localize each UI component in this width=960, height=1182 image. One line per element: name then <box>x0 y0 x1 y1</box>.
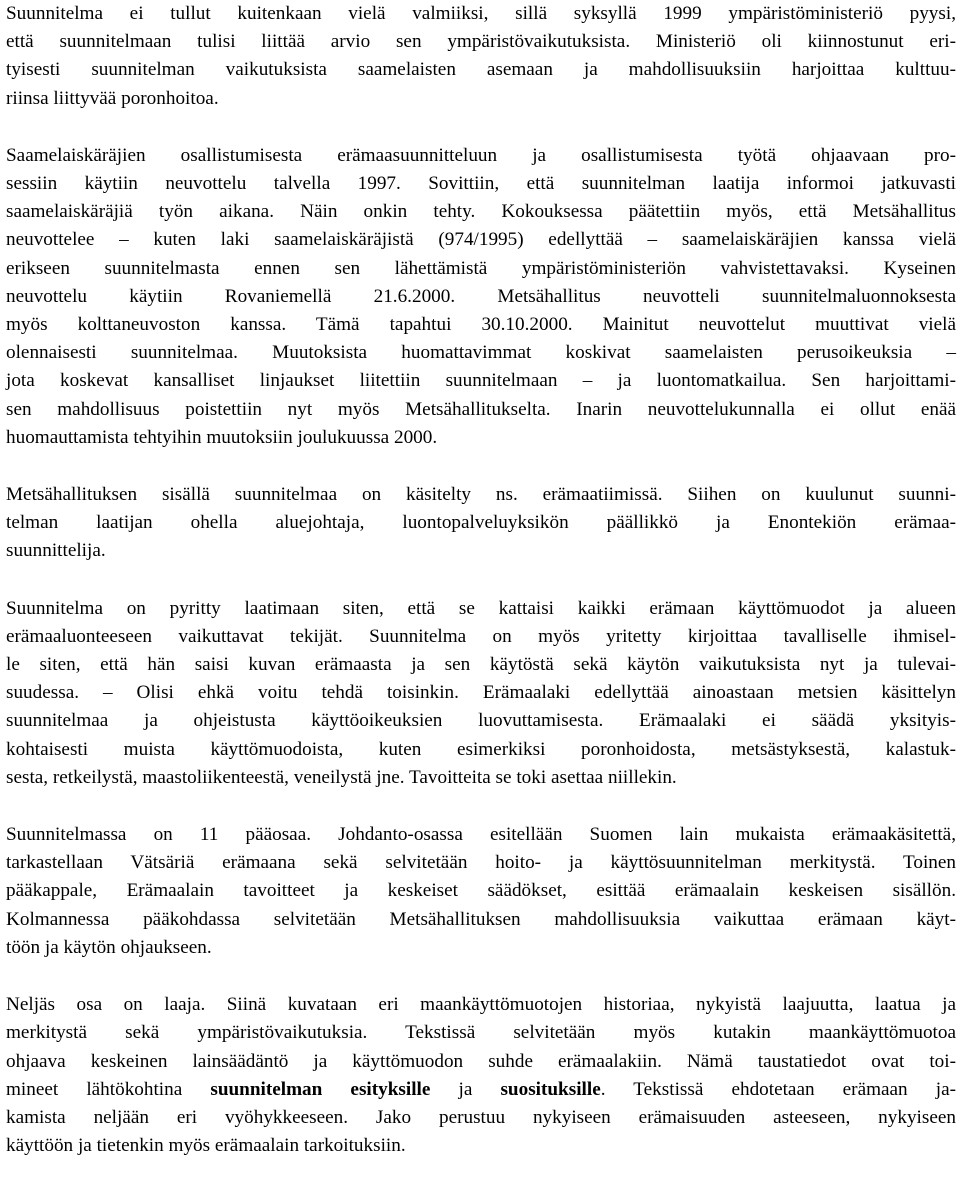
inline-text: ja <box>430 1078 501 1100</box>
text-line: pääkappale, Erämaalain tavoitteet ja keskeiset säädökset, esittää erämaalain keskeisen sisällön. <box>6 880 956 902</box>
text-line: sen mahdollisuus poistettiin nyt myös Metsähallitukselta. Inarin neuvottelukunnalla ei ollut enää <box>6 398 956 420</box>
paragraph-5 <box>0 821 960 962</box>
text-line: suunnittelija. <box>6 540 106 562</box>
text-line: riinsa liittyvää poronhoitoa. <box>6 87 219 109</box>
paragraph-2 <box>0 142 960 452</box>
text-line: Kolmannessa pääkohdassa selvitetään Metsähallituksen mahdollisuuksia vaikuttaa erämaan käyt- <box>6 908 956 930</box>
text-line: Suunnitelma ei tullut kuitenkaan vielä valmiiksi, sillä syksyllä 1999 ympäristöministeriö pyysi, <box>6 3 956 24</box>
text-line: Saamelaiskäräjien osallistumisesta erämaasuunnitteluun ja osallistumisesta työtä ohjaavaan pro- <box>6 144 956 166</box>
text-line: töön ja käytön ohjaukseen. <box>6 936 212 958</box>
text-line: käyttöön ja tietenkin myös erämaalain tarkoituksiin. <box>6 1135 406 1157</box>
bold-term-suosituksille: suosituksille <box>500 1078 601 1100</box>
text-line: suunnitelmaa ja ohjeistusta käyttöoikeuksien luovuttamisesta. Erämaalaki ei säädä yksityis- <box>6 710 956 732</box>
text-line: saamelaiskäräjiä työn aikana. Näin onkin tehty. Kokouksessa päätettiin myös, että Metsähallitus <box>6 201 956 223</box>
paragraph-spacer <box>0 113 960 142</box>
text-line: neuvottelee – kuten laki saamelaiskäräjistä (974/1995) edellyttää – saamelaiskäräjien kanssa vielä <box>6 229 956 251</box>
inline-text: mineet lähtökohtina <box>6 1078 211 1100</box>
text-line: neuvottelu käytiin Rovaniemellä 21.6.2000. Metsähallitus neuvotteli suunnitelmaluonnoksesta <box>6 285 956 307</box>
text-line: telman laatijan ohella aluejohtaja, luontopalveluyksikön päällikkö ja Enontekiön erämaa- <box>6 512 956 534</box>
text-line: jota koskevat kansalliset linjaukset liitettiin suunnitelmaan – ja luontomatkailua. Sen harjoittami- <box>6 370 956 392</box>
text-line: Metsähallituksen sisällä suunnitelmaa on käsitelty ns. erämaatiimissä. Siihen on kuulunut suunni- <box>6 484 956 506</box>
text-line: tarkastellaan Vätsäriä erämaana sekä selvitetään hoito- ja käyttösuunnitelman merkitystä. Toinen <box>6 852 956 874</box>
paragraph-spacer <box>0 452 960 481</box>
text-line-with-bold <box>6 1076 956 1104</box>
text-line: kamista neljään eri vyöhykkeeseen. Jako perustuu nykyiseen erämaisuuden asteeseen, nykyiseen <box>6 1106 956 1128</box>
text-line: erikseen suunnitelmasta ennen sen lähettämistä ympäristöministeriön vahvistettavaksi. Kyseinen <box>6 257 956 279</box>
text-line: sessiin käytiin neuvottelu talvella 1997. Sovittiin, että suunnitelman laatija informoi jatkuvasti <box>6 173 956 195</box>
paragraph-3 <box>0 481 960 566</box>
text-line: olennaisesti suunnitelmaa. Muutoksista huomattavimmat koskivat saamelaisten perusoikeuksia – <box>6 342 956 364</box>
paragraph-spacer <box>0 962 960 991</box>
text-line: että suunnitelmaan tulisi liittää arvio sen ympäristövaikutuksista. Ministeriö oli kiinnostunut eri- <box>6 31 956 53</box>
text-line: Neljäs osa on laaja. Siinä kuvataan eri maankäyttömuotojen historiaa, nykyistä laajuutta, laatua ja <box>6 994 956 1016</box>
text-line: Suunnitelmassa on 11 pääosaa. Johdanto-osassa esitellään Suomen lain mukaista erämaakäsitettä, <box>6 824 956 846</box>
inline-text: . Tekstissä ehdotetaan erämaan ja- <box>600 1078 956 1100</box>
text-line: Suunnitelma on pyritty laatimaan siten, että se kattaisi kaikki erämaan käyttömuodot ja alueen <box>6 597 956 619</box>
text-line: ohjaava keskeinen lainsäädäntö ja käyttömuodon suhde erämaalakiin. Nämä taustatiedot ovat toi- <box>6 1050 956 1072</box>
text-line: myös kolttaneuvoston kanssa. Tämä tapahtui 30.10.2000. Mainitut neuvottelut muuttivat vielä <box>6 314 956 336</box>
text-line: le siten, että hän saisi kuvan erämaasta ja sen käytöstä sekä käytön vaikutuksista nyt ja tulevai- <box>6 654 956 676</box>
text-line: suudessa. – Olisi ehkä voitu tehdä toisinkin. Erämaalaki edellyttää ainoastaan metsien käsittelyn <box>6 682 956 704</box>
text-line: sesta, retkeilystä, maastoliikenteestä, veneilystä jne. Tavoitteita se toki asettaa niillekin. <box>6 766 677 788</box>
paragraph-4 <box>0 595 960 792</box>
paragraph-1 <box>0 0 960 113</box>
text-line: kohtaisesti muista käyttömuodoista, kuten esimerkiksi poronhoidosta, metsästyksestä, kalastuk- <box>6 738 956 760</box>
text-line: merkitystä sekä ympäristövaikutuksia. Tekstissä selvitetään myös kutakin maankäyttömuotoa <box>6 1022 956 1044</box>
text-line: tyisesti suunnitelman vaikutuksista saamelaisten asemaan ja mahdollisuuksiin harjoittaa kulttuu- <box>6 59 956 81</box>
bold-term-suunnitelman-esityksille: suunnitelman esityksille <box>210 1078 431 1100</box>
text-line: erämaaluonteeseen vaikuttavat tekijät. Suunnitelma on myös yritetty kirjoittaa tavalliselle ihmisel- <box>6 625 956 647</box>
paragraph-6 <box>0 991 960 1160</box>
paragraph-spacer <box>0 566 960 595</box>
paragraph-spacer <box>0 792 960 821</box>
text-line: huomauttamista tehtyihin muutoksiin joulukuussa 2000. <box>6 426 438 448</box>
